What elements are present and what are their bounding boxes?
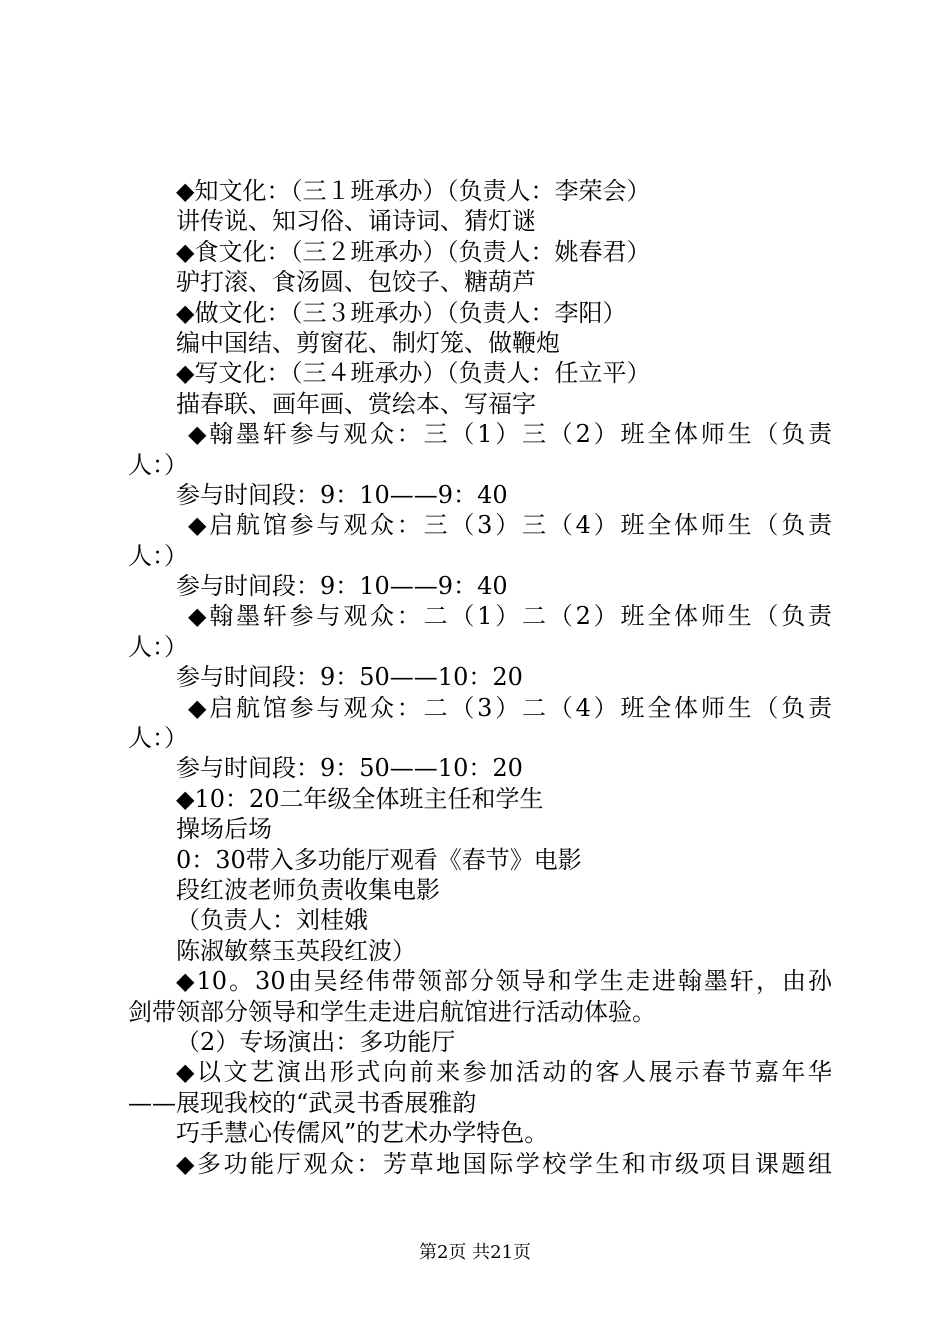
text-line: 参与时间段：9：10——9：40 (176, 480, 508, 509)
text-line: ◆做文化：（三３班承办）（负责人：李阳） (176, 298, 627, 327)
text-line: ◆以文艺演出形式向前来参加活动的客人展示春节嘉年华 (176, 1058, 832, 1087)
text-line: ◆多功能厅观众：芳草地国际学校学生和市级项目课题组 (176, 1149, 832, 1178)
text-line: ◆翰墨轩参与观众：二（1）二（2）班全体师生（负责 (188, 602, 832, 631)
text-line: ——展现我校的“武灵书香展雅韵 (128, 1088, 477, 1117)
text-line: 人：） (128, 632, 188, 661)
text-line: 参与时间段：9：50——10：20 (176, 663, 523, 692)
text-line: 0：30带入多功能厅观看《春节》电影 (176, 845, 582, 874)
text-line: 编中国结、剪窗花、制灯笼、做鞭炮 (176, 328, 560, 357)
page-number-footer: 第2页 共21页 (418, 1242, 532, 1263)
text-line: ◆启航馆参与观众：二（3）二（4）班全体师生（负责 (188, 693, 832, 722)
text-line: 描春联、画年画、赏绘本、写福字 (176, 389, 536, 418)
text-line: ◆翰墨轩参与观众：三（1）三（2）班全体师生（负责 (188, 420, 832, 449)
text-line: 参与时间段：9：50——10：20 (176, 754, 523, 783)
text-line: 参与时间段：9：10——9：40 (176, 572, 508, 601)
text-line: （负责人：刘桂娥 (176, 906, 368, 935)
text-line: 操场后场 (176, 815, 272, 844)
text-line: ◆10：20二年级全体班主任和学生 (176, 784, 544, 813)
text-line: （2）专场演出：多功能厅 (176, 1027, 456, 1056)
text-line: ◆知文化：（三１班承办）（负责人：李荣会） (176, 177, 651, 205)
text-line: 人：） (128, 541, 188, 570)
document-body (128, 176, 832, 1179)
text-line: 巧手慧心传儒风”的艺术办学特色。 (176, 1119, 549, 1148)
text-line: ◆写文化：（三４班承办）（负责人：任立平） (176, 359, 651, 388)
text-line: 讲传说、知习俗、诵诗词、猜灯谜 (176, 207, 536, 236)
text-line: 剑带领部分领导和学生走进启航馆进行活动体验。 (128, 997, 656, 1026)
text-line: 驴打滚、食汤圆、包饺子、糖葫芦 (176, 268, 536, 297)
text-line: ◆启航馆参与观众：三（3）三（4）班全体师生（负责 (188, 511, 832, 540)
text-line: 段红波老师负责收集电影 (176, 875, 440, 904)
text-line: 人：） (128, 724, 188, 753)
text-line: 人：） (128, 450, 188, 479)
text-line: ◆食文化：（三２班承办）（负责人：姚春君） (176, 237, 651, 266)
text-line: 陈淑敏蔡玉英段红波） (176, 936, 416, 965)
text-line: ◆10。30由吴经伟带领部分领导和学生走进翰墨轩，由孙 (176, 967, 832, 996)
